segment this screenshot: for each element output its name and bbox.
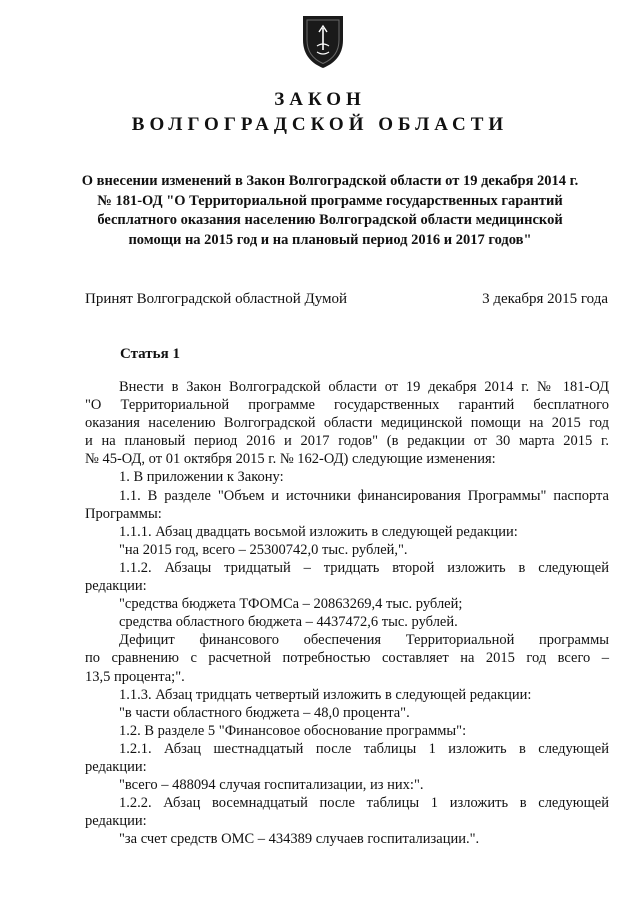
body-line: "всего – 488094 случая госпитализации, из них:". bbox=[119, 777, 424, 794]
subtitle-line: № 181-ОД "О Территориальной программе государственных гарантий bbox=[97, 192, 563, 209]
body-line: редакции: bbox=[85, 813, 147, 830]
body-line: редакции: bbox=[85, 578, 147, 595]
body-line: редакции: bbox=[85, 758, 147, 775]
body-line: 1.1.3. Абзац тридцать четвертый изложить в следующей редакции: bbox=[119, 686, 532, 703]
body-line: Программы: bbox=[85, 505, 162, 522]
body-line: 1.2. В разделе 5 "Финансовое обоснование программы": bbox=[119, 722, 467, 739]
body-line: и на плановый период 2016 и 2017 годов" (в редакции от 30 марта 2015 г. bbox=[85, 433, 609, 450]
body-line: 13,5 процента;". bbox=[85, 668, 185, 685]
law-heading: ЗАКОН bbox=[274, 89, 366, 110]
body-line: "в части областного бюджета – 48,0 процента". bbox=[119, 704, 410, 721]
article-title: Статья 1 bbox=[120, 346, 180, 362]
body-line: "средства бюджета ТФОМСа – 20863269,4 тыс. рублей; bbox=[119, 596, 463, 613]
adopted-date: 3 декабря 2015 года bbox=[482, 291, 608, 307]
body-line: 1.1.2. Абзацы тридцатый – тридцать второй изложить в следующей bbox=[119, 559, 609, 576]
body-line: "на 2015 год, всего – 25300742,0 тыс. рублей,". bbox=[119, 541, 408, 558]
region-heading: ВОЛГОГРАДСКОЙ ОБЛАСТИ bbox=[131, 114, 509, 135]
subtitle-line: помощи на 2015 год и на плановый период 2016 и 2017 годов" bbox=[128, 231, 532, 248]
body-line: по сравнению с расчетной потребностью составляет на 2015 год всего – bbox=[85, 650, 609, 667]
body-line: 1.2.2. Абзац восемнадцатый после таблицы 1 изложить в следующей bbox=[119, 795, 609, 812]
body-line: "за счет средств ОМС – 434389 случаев госпитализации.". bbox=[119, 831, 480, 848]
coat-of-arms-icon bbox=[299, 10, 347, 70]
body-line: Внести в Закон Волгоградской области от 19 декабря 2014 г. № 181-ОД bbox=[119, 379, 609, 395]
body-line: 1. В приложении к Закону: bbox=[119, 469, 284, 486]
subtitle-line: бесплатного оказания населению Волгоградской области медицинской bbox=[97, 212, 563, 228]
body-line: 1.2.1. Абзац шестнадцатый после таблицы 1 изложить в следующей bbox=[119, 740, 609, 757]
body-line: Дефицит финансового обеспечения Территориальной программы bbox=[119, 632, 609, 649]
body-line: 1.1. В разделе "Объем и источники финансирования Программы" паспорта bbox=[119, 487, 609, 504]
law-subtitle bbox=[70, 172, 590, 250]
article-body bbox=[85, 378, 609, 848]
body-line: 1.1.1. Абзац двадцать восьмой изложить в следующей редакции: bbox=[119, 523, 518, 540]
body-line: "О Территориальной программе государственных гарантий бесплатного bbox=[85, 397, 609, 414]
body-line: оказания населению Волгоградской области медицинской помощи на 2015 год bbox=[85, 415, 609, 432]
subtitle-line: О внесении изменений в Закон Волгоградской области от 19 декабря 2014 г. bbox=[81, 173, 579, 189]
body-line: средства областного бюджета – 4437472,6 тыс. рублей. bbox=[119, 614, 458, 631]
body-line: № 45-ОД, от 01 октября 2015 г. № 162-ОД) следующие изменения: bbox=[85, 451, 496, 468]
adopted-by: Принят Волгоградской областной Думой bbox=[85, 291, 348, 307]
